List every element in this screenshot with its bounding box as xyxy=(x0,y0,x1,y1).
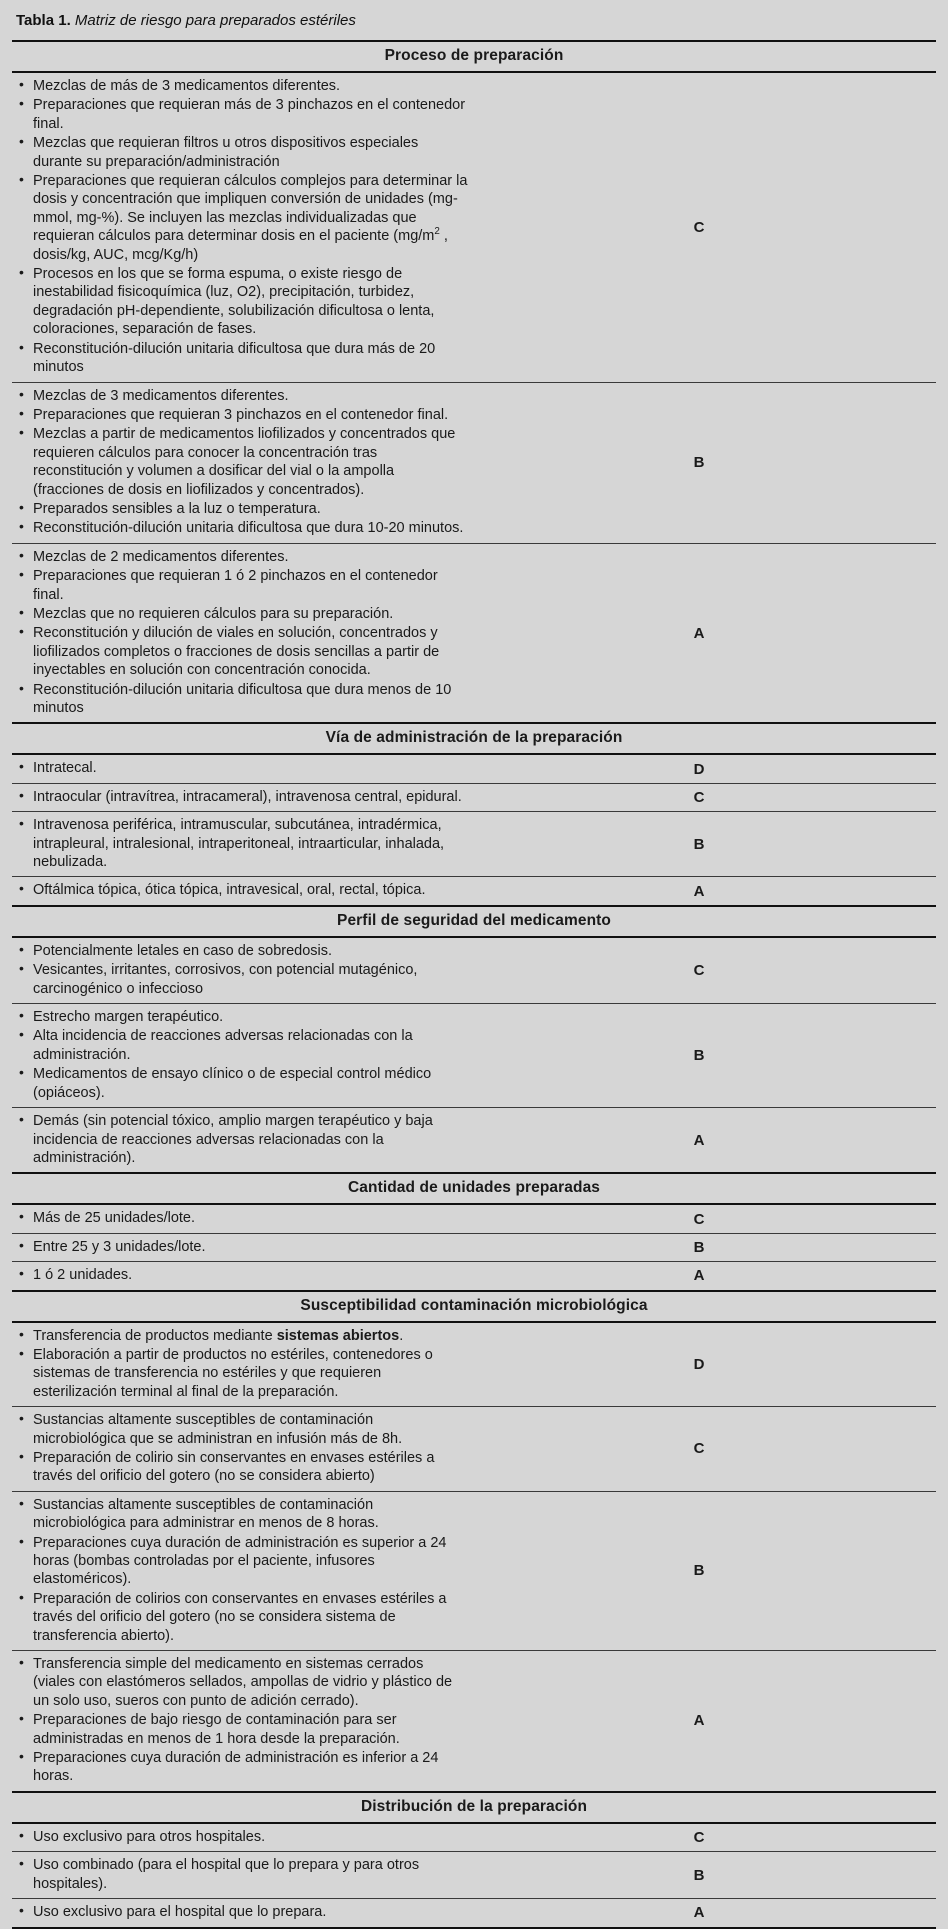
risk-grade-badge: A xyxy=(474,1899,936,1928)
risk-criteria-cell xyxy=(12,1262,474,1291)
criteria-list xyxy=(16,1828,468,1846)
list-item: • Oftálmica tópica, ótica tópica, intravesical, oral, rectal, tópica. xyxy=(16,881,468,899)
risk-criteria-cell xyxy=(12,1233,474,1261)
list-item: • Preparación de colirio sin conservantes en envases estériles a través del orificio del gotero (no se considera abierto) xyxy=(16,1449,468,1486)
table-row xyxy=(12,1899,936,1928)
risk-grade-badge: A xyxy=(474,877,936,906)
table-row xyxy=(12,1852,936,1899)
list-item: • Reconstitución-dilución unitaria dificultosa que dura más de 20 minutos xyxy=(16,340,468,377)
risk-grade-badge: A xyxy=(474,1651,936,1792)
list-item: • Mezclas que requieran filtros u otros dispositivos especiales durante su preparación/administración xyxy=(16,134,468,171)
risk-criteria-cell xyxy=(12,1852,474,1899)
risk-criteria-cell xyxy=(12,937,474,1004)
risk-grade-badge: C xyxy=(693,1210,705,1228)
table-row xyxy=(12,937,936,1004)
risk-criteria-cell xyxy=(12,1407,474,1492)
table-caption xyxy=(12,0,936,40)
table-row xyxy=(12,1823,936,1852)
risk-criteria-cell xyxy=(12,1491,474,1650)
list-item: • Mezclas a partir de medicamentos liofilizados y concentrados que requieren cálculos para conocer la concentración tras reconstitución y volumen a dosificar del vial o la ampolla (fracciones de dosis en liofilizados y concentrados). xyxy=(16,425,468,499)
list-item: • Demás (sin potencial tóxico, amplio margen terapéutico y baja incidencia de reacciones adversas relacionadas con la administración). xyxy=(16,1112,468,1167)
list-item: • Entre 25 y 3 unidades/lote. xyxy=(16,1238,468,1256)
risk-criteria-cell xyxy=(12,1108,474,1174)
risk-grade-badge: B xyxy=(474,1004,936,1108)
criteria-list xyxy=(16,1327,468,1402)
risk-grade-badge: A xyxy=(474,543,936,723)
risk-grade-badge: A xyxy=(474,1262,936,1291)
risk-criteria-cell xyxy=(12,1204,474,1233)
risk-grade-badge: C xyxy=(693,961,705,979)
risk-criteria-cell xyxy=(12,1899,474,1928)
table-row xyxy=(12,1491,936,1650)
list-item: • Preparaciones que requieran 1 ó 2 pinchazos en el contenedor final. xyxy=(16,567,468,604)
risk-grade-badge: C xyxy=(474,1407,936,1492)
table-row xyxy=(12,382,936,543)
risk-grade-badge: C xyxy=(474,783,936,811)
section-header-row xyxy=(12,41,936,72)
list-item: • Reconstitución-dilución unitaria dificultosa que dura 10-20 minutos. xyxy=(16,519,468,537)
list-item: • Preparación de colirios con conservantes en envases estériles a través del orificio del gotero (no se considera sistema de transferencia abierto). xyxy=(16,1590,468,1645)
list-item: • Mezclas de 2 medicamentos diferentes. xyxy=(16,548,468,566)
list-item: • Mezclas de 3 medicamentos diferentes. xyxy=(16,387,468,405)
list-item: • Intraocular (intravítrea, intracameral), intravenosa central, epidural. xyxy=(16,788,468,806)
criteria-list xyxy=(16,1496,468,1645)
criteria-list xyxy=(16,1209,468,1227)
criteria-list xyxy=(16,1112,468,1167)
criteria-list xyxy=(16,1266,468,1284)
list-item: • Procesos en los que se forma espuma, o existe riesgo de inestabilidad fisicoquímica (luz, O2), precipitación, turbidez, degradación pH-dependiente, solubilización dificultosa o lenta, coloraciones, separación de fases. xyxy=(16,265,468,339)
risk-grade-badge: B xyxy=(474,1852,936,1899)
table-row xyxy=(12,72,936,382)
list-item: • Intravenosa periférica, intramuscular, subcutánea, intradérmica, intrapleural, intralesional, intraperitoneal, intraarticular, inhalada, nebulizada. xyxy=(16,816,468,871)
risk-criteria-cell xyxy=(12,382,474,543)
caption-label: Tabla 1. xyxy=(16,12,71,29)
list-item: • Uso exclusivo para el hospital que lo prepara. xyxy=(16,1903,468,1921)
list-item: • Medicamentos de ensayo clínico o de especial control médico (opiáceos). xyxy=(16,1065,468,1102)
table-row xyxy=(12,1004,936,1108)
table-row xyxy=(12,1407,936,1492)
list-item: • Preparaciones de bajo riesgo de contaminación para ser administradas en menos de 1 hora desde la preparación. xyxy=(16,1711,468,1748)
list-item: • Más de 25 unidades/lote. xyxy=(16,1209,468,1227)
criteria-list xyxy=(16,759,468,777)
criteria-list xyxy=(16,1903,468,1921)
list-item: • Uso exclusivo para otros hospitales. xyxy=(16,1828,468,1846)
list-item: • Preparados sensibles a la luz o temperatura. xyxy=(16,500,468,518)
list-item: • Sustancias altamente susceptibles de contaminación microbiológica para administrar en menos de 8 horas. xyxy=(16,1496,468,1533)
table-row xyxy=(12,543,936,723)
risk-grade-badge: C xyxy=(693,218,705,236)
table-row xyxy=(12,1108,936,1174)
criteria-list xyxy=(16,816,468,871)
list-item: • Potencialmente letales en caso de sobredosis. xyxy=(16,942,468,960)
risk-criteria-cell xyxy=(12,754,474,783)
risk-criteria-cell xyxy=(12,72,474,382)
criteria-list xyxy=(16,942,468,998)
risk-grade-badge: D xyxy=(693,760,705,778)
risk-grade-badge: C xyxy=(693,1829,705,1847)
section-header-label: Vía de administración de la preparación xyxy=(12,723,936,754)
list-item: • Reconstitución y dilución de viales en solución, concentrados y liofilizados completos o fracciones de dosis sencillas a partir de inyectables en solución con concentración conocida. xyxy=(16,624,468,679)
list-item: • Mezclas de más de 3 medicamentos diferentes. xyxy=(16,77,468,95)
criteria-list xyxy=(16,1856,468,1893)
table-row xyxy=(12,1204,936,1233)
table-row xyxy=(12,1233,936,1261)
risk-criteria-cell xyxy=(12,783,474,811)
criteria-list xyxy=(16,77,468,377)
section-header-row xyxy=(12,1291,936,1322)
caption-title: Matriz de riesgo para preparados estériles xyxy=(74,12,356,29)
list-item: • Preparaciones que requieran más de 3 pinchazos en el contenedor final. xyxy=(16,96,468,133)
risk-criteria-cell xyxy=(12,1322,474,1407)
table-row xyxy=(12,812,936,877)
risk-grade-badge: B xyxy=(474,812,936,877)
section-header-row xyxy=(12,1792,936,1823)
risk-criteria-cell xyxy=(12,543,474,723)
risk-criteria-cell xyxy=(12,1651,474,1792)
list-item: • Estrecho margen terapéutico. xyxy=(16,1008,468,1026)
risk-grade-badge: B xyxy=(474,1233,936,1261)
section-header-label: Perfil de seguridad del medicamento xyxy=(12,906,936,937)
list-item: • Vesicantes, irritantes, corrosivos, con potencial mutagénico, carcinogénico o infeccioso xyxy=(16,961,468,998)
section-header-row xyxy=(12,906,936,937)
list-item: • Sustancias altamente susceptibles de contaminación microbiológica que se administran en infusión más de 8h. xyxy=(16,1411,468,1448)
criteria-list xyxy=(16,1411,468,1486)
list-item: • Preparaciones cuya duración de administración es superior a 24 horas (bombas controladas por el paciente, infusores elastoméricos). xyxy=(16,1534,468,1589)
list-item: • Preparaciones que requieran 3 pinchazos en el contenedor final. xyxy=(16,406,468,424)
risk-matrix-table xyxy=(12,40,936,1929)
risk-grade-badge: B xyxy=(474,382,936,543)
risk-criteria-cell xyxy=(12,1004,474,1108)
risk-criteria-cell xyxy=(12,812,474,877)
list-item: • Preparaciones que requieran cálculos complejos para determinar la dosis y concentración que impliquen conversión de unidades (mg-mmol, mg-%). Se incluyen las mezclas individualizadas que requieran cálculos para determinar dosis en el paciente ($mg/m^2$ , dosis/kg, AUC, mcg/Kg/h) xyxy=(16,172,468,264)
section-header-label: Susceptibilidad contaminación microbiológica xyxy=(12,1291,936,1322)
criteria-list xyxy=(16,1238,468,1256)
risk-criteria-cell xyxy=(12,1823,474,1852)
list-item: • Uso combinado (para el hospital que lo prepara y para otros hospitales). xyxy=(16,1856,468,1893)
table-row xyxy=(12,1651,936,1792)
list-item: • Preparaciones cuya duración de administración es inferior a 24 horas. xyxy=(16,1749,468,1786)
risk-grade-badge: D xyxy=(693,1355,705,1373)
criteria-list xyxy=(16,387,468,538)
risk-criteria-cell xyxy=(12,877,474,906)
list-item: • Transferencia de productos mediante sistemas abiertos. xyxy=(16,1327,468,1345)
criteria-list xyxy=(16,1655,468,1786)
risk-grade-badge: B xyxy=(474,1491,936,1650)
section-header-row xyxy=(12,723,936,754)
table-row xyxy=(12,877,936,906)
table-row xyxy=(12,1322,936,1407)
list-item: • Reconstitución-dilución unitaria dificultosa que dura menos de 10 minutos xyxy=(16,681,468,718)
list-item: • Mezclas que no requieren cálculos para su preparación. xyxy=(16,605,468,623)
criteria-list xyxy=(16,881,468,899)
section-header-label: Cantidad de unidades preparadas xyxy=(12,1173,936,1204)
list-item: • Alta incidencia de reacciones adversas relacionadas con la administración. xyxy=(16,1027,468,1064)
criteria-list xyxy=(16,788,468,806)
list-item: • Transferencia simple del medicamento en sistemas cerrados (viales con elastómeros sellados, ampollas de vidrio y plástico de un solo uso, sueros con punto de adición cerrado). xyxy=(16,1655,468,1710)
section-header-label: Distribución de la preparación xyxy=(12,1792,936,1823)
section-header-label: Proceso de preparación xyxy=(12,41,936,72)
section-header-row xyxy=(12,1173,936,1204)
risk-grade-badge: A xyxy=(474,1108,936,1174)
criteria-list xyxy=(16,1008,468,1102)
table-row xyxy=(12,1262,936,1291)
list-item: • 1 ó 2 unidades. xyxy=(16,1266,468,1284)
criteria-list xyxy=(16,548,468,718)
table-row xyxy=(12,783,936,811)
list-item: • Elaboración a partir de productos no estériles, contenedores o sistemas de transferencia no estériles y que requieren esterilización terminal al final de la preparación. xyxy=(16,1346,468,1401)
table-row xyxy=(12,754,936,783)
list-item: • Intratecal. xyxy=(16,759,468,777)
